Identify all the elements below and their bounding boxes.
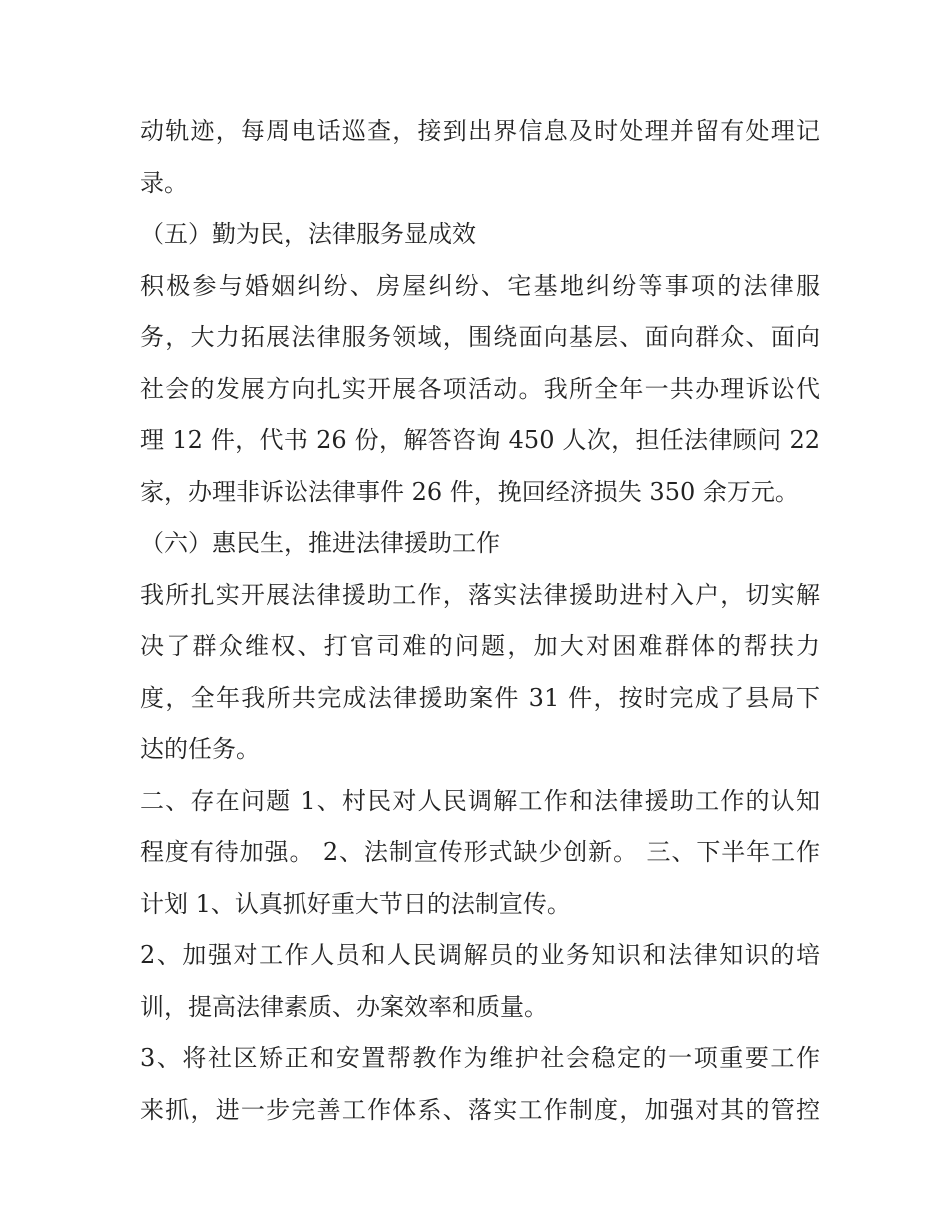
text-line: 社会的发展方向扎实开展各项活动。我所全年一共办理诉讼代 (140, 374, 820, 403)
text-line: 达的任务。 (140, 735, 260, 763)
document-body (140, 106, 820, 1136)
text-line: 理 12 件，代书 26 份，解答咨询 450 人次，担任法律顾问 22 (140, 426, 820, 454)
text-line: 务，大力拓展法律服务领域，围绕面向基层、面向群众、面向 (140, 323, 820, 351)
section-heading: （五）勤为民，法律服务显成效 (140, 220, 476, 248)
text-line: 决了群众维权、打官司难的问题，加大对困难群体的帮扶力 (140, 632, 820, 660)
text-line: 家，办理非诉讼法律事件 26 件，挽回经济损失 350 余万元。 (140, 477, 799, 506)
text-line: 来抓，进一步完善工作体系、落实工作制度，加强对其的管控 (140, 1095, 820, 1124)
text-line: 录。 (140, 168, 188, 197)
text-line: 程度有待加强。 2、法制宣传形式缺少创新。 三、下半年工作 (140, 838, 820, 866)
text-line: 度，全年我所共完成法律援助案件 31 件，按时完成了县局下 (140, 683, 820, 712)
text-line: 2、加强对工作人员和人民调解员的业务知识和法律知识的培 (140, 941, 820, 969)
text-line: 训，提高法律素质、办案效率和质量。 (140, 992, 548, 1021)
text-line: 3、将社区矫正和安置帮教作为维护社会稳定的一项重要工作 (140, 1044, 820, 1072)
text-line: 我所扎实开展法律援助工作，落实法律援助进村入户，切实解 (140, 580, 820, 609)
text-line: 二、存在问题 1、村民对人民调解工作和法律援助工作的认知 (140, 786, 820, 815)
section-heading: （六）惠民生，推进法律援助工作 (140, 529, 500, 557)
text-line: 计划 1、认真抓好重大节日的法制宣传。 (140, 889, 571, 918)
text-line: 积极参与婚姻纠纷、房屋纠纷、宅基地纠纷等事项的法律服 (140, 271, 820, 300)
text-line: 动轨迹，每周电话巡查，接到出界信息及时处理并留有处理记 (140, 117, 820, 145)
